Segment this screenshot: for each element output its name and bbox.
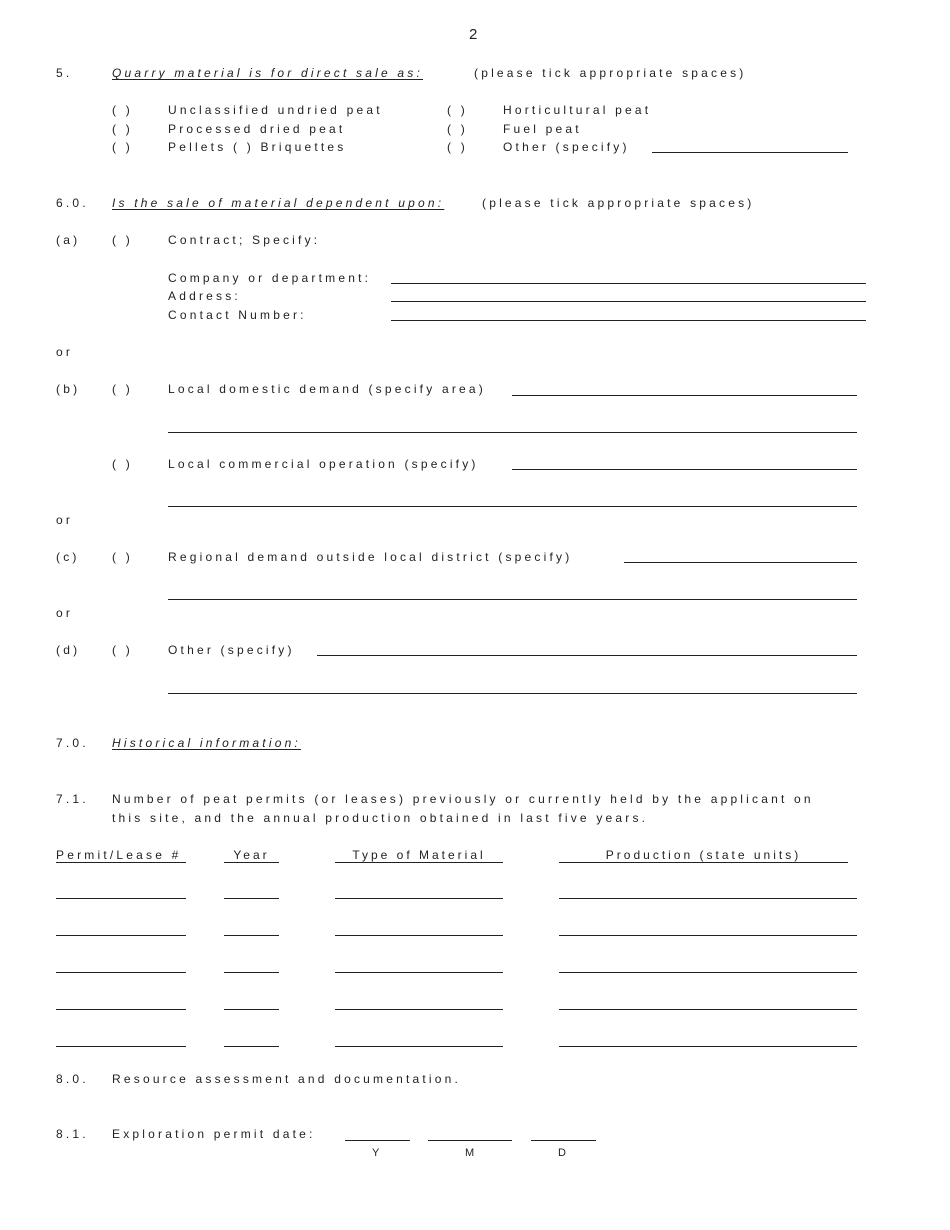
table-row-3-permit[interactable]	[56, 972, 186, 973]
table-row-1-production[interactable]	[559, 898, 857, 899]
local-commercial-field-2[interactable]	[168, 506, 857, 507]
date-day-label: D	[558, 1147, 570, 1159]
checkbox-other[interactable]: ( )	[447, 140, 468, 154]
section-6-title: Is the sale of material dependent upon:	[112, 196, 445, 210]
table-row-1-permit[interactable]	[56, 898, 186, 899]
or-3: or	[56, 606, 74, 620]
table-row-2-type[interactable]	[335, 935, 503, 936]
other-specify-field[interactable]	[652, 152, 848, 153]
date-year-field[interactable]	[345, 1140, 410, 1141]
table-row-1-type[interactable]	[335, 898, 503, 899]
table-row-2-production[interactable]	[559, 935, 857, 936]
label-contract: Contract; Specify:	[168, 233, 321, 247]
section-81-number: 8.1.	[56, 1127, 89, 1141]
label-address: Address:	[168, 289, 241, 303]
label-a: (a)	[56, 233, 81, 247]
label-regional: Regional demand outside local district (specify)	[168, 550, 573, 564]
table-row-4-production[interactable]	[559, 1009, 857, 1010]
section-6-hint: (please tick appropriate spaces)	[482, 196, 755, 210]
label-other: Other (specify)	[503, 140, 630, 154]
label-b: (b)	[56, 382, 81, 396]
table-row-5-year[interactable]	[224, 1046, 279, 1047]
table-row-5-production[interactable]	[559, 1046, 857, 1047]
table-row-4-permit[interactable]	[56, 1009, 186, 1010]
table-row-3-type[interactable]	[335, 972, 503, 973]
section-71-text-line1: Number of peat permits (or leases) previously or currently held by the applicant on	[112, 792, 814, 806]
other-demand-field-2[interactable]	[168, 693, 857, 694]
checkbox-processed-dried-peat[interactable]: ( )	[112, 122, 133, 136]
section-6-number: 6.0.	[56, 196, 89, 210]
date-year-label: Y	[372, 1147, 383, 1159]
table-row-4-type[interactable]	[335, 1009, 503, 1010]
checkbox-other-demand[interactable]: ( )	[112, 643, 133, 657]
label-local-commercial: Local commercial operation (specify)	[168, 457, 479, 471]
section-5-number: 5.	[56, 66, 73, 80]
table-row-4-year[interactable]	[224, 1009, 279, 1010]
label-local-domestic: Local domestic demand (specify area)	[168, 382, 486, 396]
section-71-text-line2: this site, and the annual production obtained in last five years.	[112, 811, 649, 825]
table-row-2-year[interactable]	[224, 935, 279, 936]
checkbox-contract[interactable]: ( )	[112, 233, 133, 247]
section-8-number: 8.0.	[56, 1072, 89, 1086]
checkbox-unclassified-undried-peat[interactable]: ( )	[112, 103, 133, 117]
table-row-3-year[interactable]	[224, 972, 279, 973]
contact-number-field[interactable]	[391, 320, 866, 321]
table-row-2-permit[interactable]	[56, 935, 186, 936]
col-header-production: Production (state units)	[559, 848, 848, 863]
local-commercial-field[interactable]	[512, 469, 857, 470]
checkbox-local-commercial[interactable]: ( )	[112, 457, 133, 471]
label-processed-dried-peat: Processed dried peat	[168, 122, 346, 136]
checkbox-horticultural-peat[interactable]: ( )	[447, 103, 468, 117]
section-71-number: 7.1.	[56, 792, 89, 806]
label-unclassified-undried-peat: Unclassified undried peat	[168, 103, 383, 117]
regional-field-2[interactable]	[168, 599, 857, 600]
label-exploration-permit-date: Exploration permit date:	[112, 1127, 316, 1141]
table-row-5-type[interactable]	[335, 1046, 503, 1047]
local-domestic-field[interactable]	[512, 395, 857, 396]
label-horticultural-peat: Horticultural peat	[503, 103, 652, 117]
label-fuel-peat: Fuel peat	[503, 122, 582, 136]
label-company: Company or department:	[168, 271, 372, 285]
section-8-title: Resource assessment and documentation.	[112, 1072, 462, 1086]
local-domestic-field-2[interactable]	[168, 432, 857, 433]
date-month-label: M	[465, 1147, 478, 1159]
address-field[interactable]	[391, 301, 866, 302]
checkbox-local-domestic[interactable]: ( )	[112, 382, 133, 396]
table-row-1-year[interactable]	[224, 898, 279, 899]
company-field[interactable]	[391, 283, 866, 284]
label-d: (d)	[56, 643, 81, 657]
section-7-number: 7.0.	[56, 736, 89, 750]
page-number: 2	[469, 26, 478, 43]
or-2: or	[56, 513, 74, 527]
checkbox-briquettes[interactable]: ( ) Briquettes	[233, 140, 347, 154]
section-7-title: Historical information:	[112, 736, 301, 750]
label-other-demand: Other (specify)	[168, 643, 295, 657]
regional-field[interactable]	[624, 562, 857, 563]
checkbox-regional[interactable]: ( )	[112, 550, 133, 564]
label-contact-number: Contact Number:	[168, 308, 307, 322]
date-month-field[interactable]	[428, 1140, 512, 1141]
table-row-5-permit[interactable]	[56, 1046, 186, 1047]
col-header-permit: Permit/Lease #	[56, 848, 186, 863]
label-c: (c)	[56, 550, 80, 564]
or-1: or	[56, 345, 74, 359]
section-5-title: Quarry material is for direct sale as:	[112, 66, 423, 80]
label-pellets: Pellets	[168, 140, 227, 154]
col-header-type: Type of Material	[335, 848, 503, 863]
table-row-3-production[interactable]	[559, 972, 857, 973]
other-demand-field[interactable]	[317, 655, 857, 656]
section-5-hint: (please tick appropriate spaces)	[474, 66, 747, 80]
checkbox-pellets[interactable]: ( )	[112, 140, 133, 154]
col-header-year: Year	[224, 848, 279, 863]
checkbox-fuel-peat[interactable]: ( )	[447, 122, 468, 136]
date-day-field[interactable]	[531, 1140, 596, 1141]
